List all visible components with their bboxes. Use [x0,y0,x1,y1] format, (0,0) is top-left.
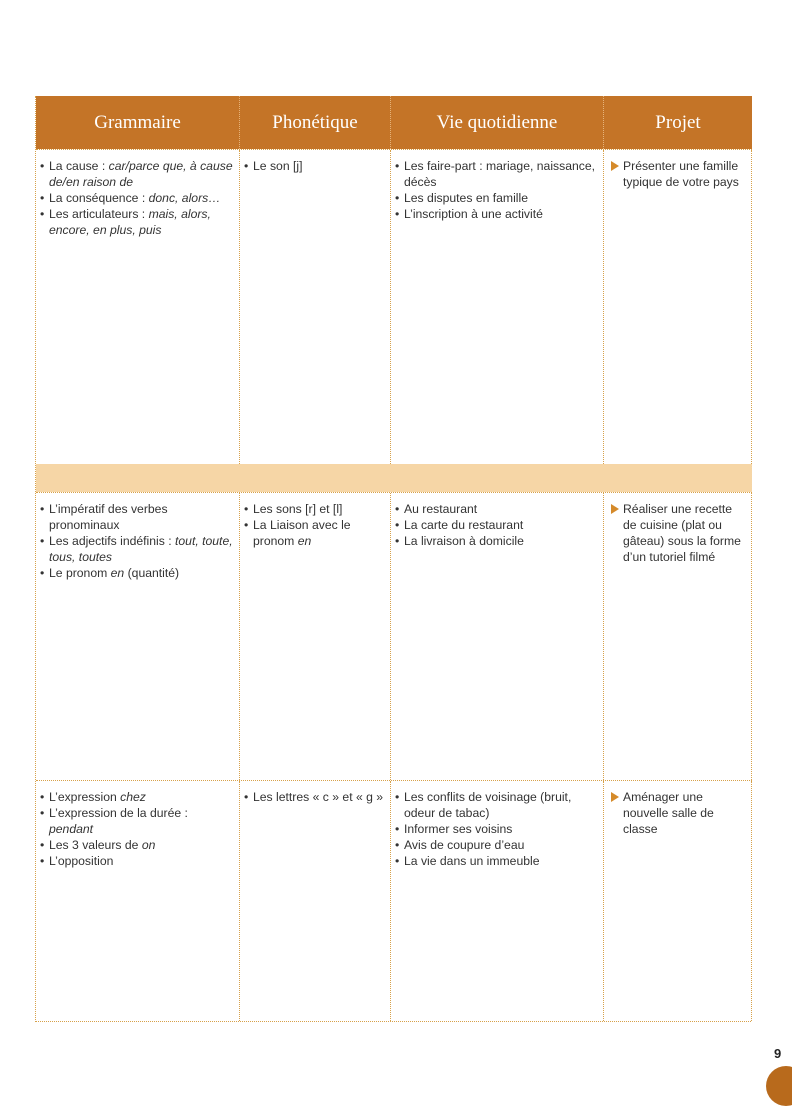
cell-projet [604,781,752,1021]
header-projet: Projet [655,111,701,133]
list-item [244,158,386,174]
list-item [40,565,235,581]
text: Le pronom [49,566,111,580]
triangle-arrow-icon [611,792,619,802]
project-text: Présenter une famille typique de votre pays [623,159,739,189]
list-item [40,158,235,190]
list-item [40,805,235,837]
text: Les sons [r] et [l] [253,502,343,516]
list-item: • La livraison à domicile [395,533,599,549]
list-item [244,501,386,517]
cell-vie-quotidienne [391,150,604,464]
text: Les 3 valeurs de [49,838,142,852]
italic-term: car/parce que, à cause de/en raison de [49,159,233,189]
list-item: • Informer ses voisins [395,821,599,837]
text: La conséquence : [49,191,149,205]
italic-term: chez [120,790,146,804]
list-item [244,517,386,549]
grammaire-list [40,789,235,869]
list-item: • Les disputes en famille [395,190,599,206]
list-item [40,533,235,565]
list-item [40,501,235,533]
triangle-arrow-icon [611,161,619,171]
project-item [611,501,747,565]
header-vie-quotidienne: Vie quotidienne [391,96,604,149]
vie-list [395,158,599,222]
text: (quantité) [124,566,180,580]
list-item: • Au restaurant [395,501,599,517]
text: Les adjectifs indéfinis : [49,534,176,548]
cell-phonetique [240,150,391,464]
vie-list [395,501,599,549]
list-item: • La carte du restaurant [395,517,599,533]
grammaire-list [40,501,235,581]
project-text: Aménager une nouvelle salle de classe [623,790,714,836]
italic-term: on [141,838,156,852]
page-tab-marker [766,1066,792,1106]
italic-term: donc, alors… [148,191,221,205]
italic-term: tout, toute, tous, toutes [49,534,233,564]
syllabus-table [35,96,751,1022]
text: L’expression [49,790,121,804]
list-item: • L’inscription à une activité [395,206,599,222]
page-number: 9 [774,1046,782,1061]
text: Les lettres « c » et « g » [253,790,384,804]
text: Les articulateurs : [49,207,149,221]
cell-projet [604,493,752,780]
project-item [611,789,747,837]
table-header [36,96,752,149]
list-item [40,853,235,869]
list-item: • La vie dans un immeuble [395,853,599,869]
cell-grammaire [36,150,240,464]
list-item [40,206,235,238]
phonetique-list [244,789,386,805]
list-item [244,789,386,805]
table-row [36,492,752,780]
text: Le son [j] [253,159,303,173]
section-divider [36,464,752,492]
cell-vie-quotidienne [391,781,604,1021]
text: L’expression de la durée : [49,806,188,820]
italic-term: pendant [49,822,94,836]
vie-list [395,789,599,869]
list-item [40,190,235,206]
header-grammaire: Grammaire [36,96,240,149]
list-item [40,837,235,853]
header-phonetique: Phonétique [240,96,391,149]
cell-grammaire [36,493,240,780]
text: L’impératif des verbes pronominaux [49,502,168,532]
text: L’opposition [49,854,114,868]
list-item [40,789,235,805]
cell-phonetique [240,493,391,780]
grammaire-list [40,158,235,238]
italic-term: mais, alors, encore, en plus, puis [49,207,211,237]
project-text: Réaliser une recette de cuisine (plat ou gâteau) sous la forme d’un tutoriel filmé [623,502,741,564]
cell-vie-quotidienne [391,493,604,780]
table-row [36,149,752,464]
italic-term: en [297,534,312,548]
cell-projet [604,150,752,464]
phonetique-list [244,158,386,174]
cell-grammaire [36,781,240,1021]
cell-phonetique [240,781,391,1021]
phonetique-list [244,501,386,549]
text: La Liaison avec le pronom [253,518,351,548]
italic-term: en [110,566,125,580]
table-row [36,780,752,1021]
list-item: • Les conflits de voisinage (bruit, odeur de tabac) [395,789,599,821]
triangle-arrow-icon [611,504,619,514]
text: La cause : [49,159,109,173]
project-item [611,158,747,190]
list-item: • Avis de coupure d’eau [395,837,599,853]
list-item: • Les faire-part : mariage, naissance, décès [395,158,599,190]
